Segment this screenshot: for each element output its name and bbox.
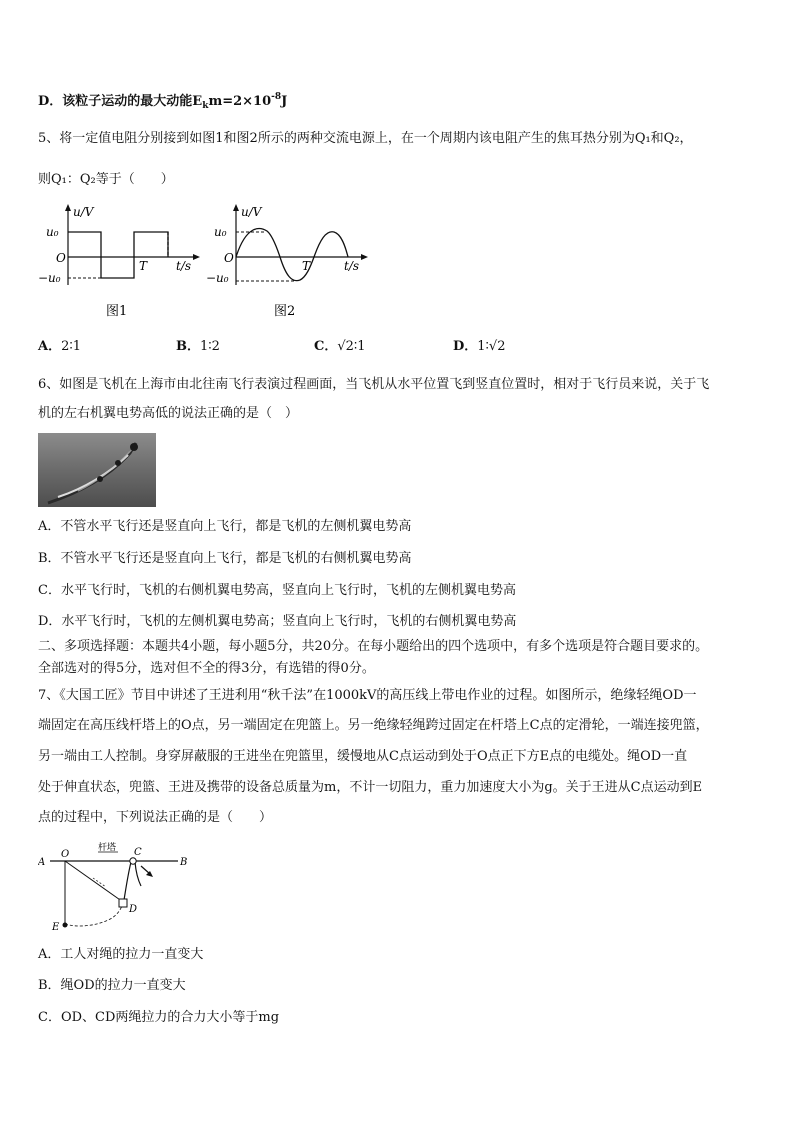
fig2-axis-u: u/V (241, 205, 262, 219)
diagram-E: E (52, 922, 60, 933)
q7-line4: 处于伸直状态，兜篮、王进及携带的设备总质量为m，不计一切阻力，重力加速度大小为g。关于王进从C点运动到E (38, 780, 703, 795)
q5-option-c-key: C． (314, 339, 338, 354)
fig2-T: T (302, 259, 311, 273)
diagram-tower: 杆塔 (98, 843, 117, 853)
section2-line1: 二、多项选择题：本题共4小题，每小题5分，共20分。在每小题给出的四个选项中，有多个选项是符合题目要求的。 (38, 639, 709, 654)
fig2-neg-u0: −u₀ (206, 271, 229, 285)
airplane-photo (38, 433, 156, 507)
q5-option-d[interactable] (453, 338, 506, 356)
q5-figure-2 (206, 200, 371, 325)
q5-option-a-key: A． (38, 339, 62, 354)
q7-line5: 点的过程中，下列说法正确的是（ ） (38, 810, 273, 825)
q6-option-b[interactable]: B．不管水平飞行还是竖直向上飞行，都是飞机的右侧机翼电势高 (38, 551, 412, 566)
q6-line2: 机的左右机翼电势高低的说法正确的是（ ） (38, 406, 299, 421)
q5-option-d-text: 1∶√2 (477, 339, 506, 354)
fig1-O: O (56, 251, 66, 265)
q5-option-b[interactable] (176, 338, 220, 356)
prev-option-d-text: D．该粒子运动的最大动能E (38, 94, 203, 109)
diagram-B: B (180, 857, 188, 868)
q6-line1: 6、如图是飞机在上海市由北往南飞行表演过程画面，当飞机从水平位置飞到竖直位置时，相对于飞行员来说，关于飞 (38, 377, 710, 392)
prev-option-d-sup: -8 (271, 92, 282, 102)
q7-line3: 另一端由工人控制。身穿屏蔽服的王进坐在兜篮里，缓慢地从C点运动到处于O点正下方E点的电缆处。绳OD一直 (38, 749, 688, 764)
q7-diagram (38, 838, 198, 938)
q7-option-a[interactable]: A．工人对绳的拉力一直变大 (38, 947, 204, 962)
diagram-C: C (134, 847, 142, 858)
fig1-axis-t: t/s (176, 259, 192, 273)
q7-line2: 端固定在高压线杆塔上的O点，另一端固定在兜篮上。另一绝缘轻绳跨过固定在杆塔上C点的定滑轮，一端连接兜篮， (38, 718, 709, 733)
prev-option-d-m: m=2×10 (208, 94, 272, 109)
q6-option-d[interactable]: D．水平飞行时，飞机的左侧机翼电势高；竖直向上飞行时，飞机的右侧机翼电势高 (38, 614, 517, 629)
fig2-caption: 图2 (274, 304, 296, 319)
fig1-axis-u: u/V (73, 205, 94, 219)
section2-line2: 全部选对的得5分，选对但不全的得3分，有选错的得0分。 (38, 661, 375, 676)
q5-line2: 则Q₁：Q₂等于（ ） (38, 172, 174, 187)
fig1-caption: 图1 (106, 304, 128, 319)
diagram-A: A (38, 857, 46, 868)
fig2-axis-t: t/s (344, 259, 360, 273)
prev-option-d-unit: J (281, 94, 288, 109)
q5-option-b-key: B． (176, 339, 200, 354)
q5-option-c-text: √2∶1 (337, 339, 366, 354)
q5-option-c[interactable] (314, 338, 366, 356)
q6-option-a[interactable]: A．不管水平飞行还是竖直向上飞行，都是飞机的左侧机翼电势高 (38, 519, 412, 534)
q5-option-b-text: 1∶2 (200, 339, 220, 354)
prev-option-d (38, 88, 287, 115)
q6-option-c[interactable]: C．水平飞行时，飞机的右侧机翼电势高，竖直向上飞行时，飞机的左侧机翼电势高 (38, 583, 516, 598)
fig2-O: O (224, 251, 234, 265)
q5-option-a[interactable] (38, 338, 81, 356)
q5-option-d-key: D． (453, 339, 478, 354)
diagram-D: D (129, 904, 138, 915)
fig1-T: T (139, 259, 148, 273)
fig2-u0: u₀ (214, 225, 227, 239)
prev-option-d-sub: k (202, 101, 209, 111)
fig1-u0: u₀ (46, 225, 59, 239)
diagram-O: O (61, 849, 70, 860)
q5-figure-1 (38, 200, 203, 325)
q5-option-a-text: 2∶1 (61, 339, 82, 354)
q7-option-c[interactable]: C．OD、CD两绳拉力的合力大小等于mg (38, 1010, 280, 1025)
q7-line1: 7、《大国工匠》节目中讲述了王进利用“秋千法”在1000kV的高压线上带电作业的过程。如图所示，绝缘轻绳OD一 (38, 688, 697, 703)
airplane-photo-graphic (38, 433, 156, 507)
fig1-neg-u0: −u₀ (38, 271, 61, 285)
q7-option-b[interactable]: B．绳OD的拉力一直变大 (38, 978, 186, 993)
q5-line1: 5、将一定值电阻分别接到如图1和图2所示的两种交流电源上，在一个周期内该电阻产生的焦耳热分别为Q₁和Q₂， (38, 131, 693, 146)
